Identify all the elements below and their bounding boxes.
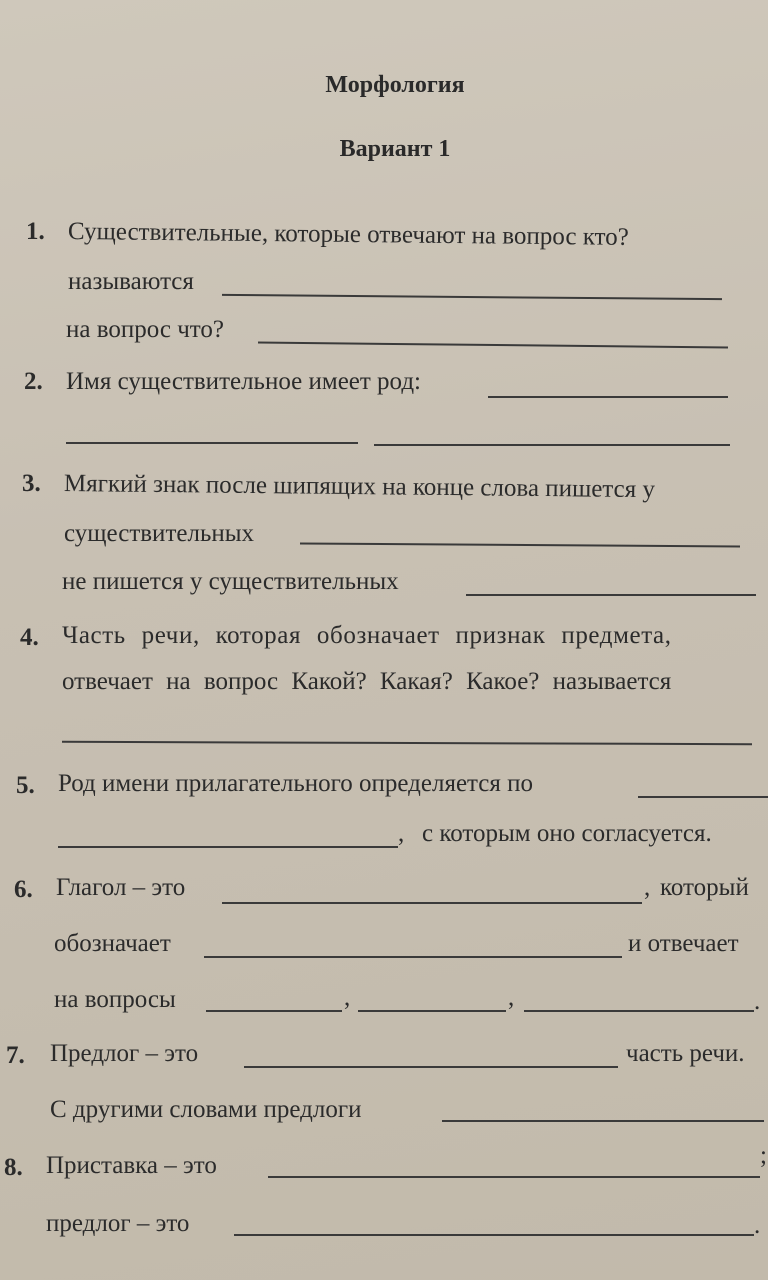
question-6-blank-2[interactable] <box>204 956 622 958</box>
question-4-line-2: отвечает на вопрос Какой? Какая? Какое? называется <box>62 668 672 695</box>
question-3-blank-2[interactable] <box>466 594 756 596</box>
question-6-line-2a: обозначает <box>54 930 171 957</box>
semicolon: ; <box>760 1142 767 1169</box>
question-1-blank-1[interactable] <box>222 294 722 300</box>
question-8-blank-2[interactable] <box>234 1234 754 1236</box>
worksheet-title: Морфология <box>325 72 465 98</box>
question-3-line-1: Мягкий знак после шипящих на конце слова пишется у <box>63 470 656 504</box>
question-7-line-1a: Предлог – это <box>50 1040 199 1067</box>
question-6-blank-5[interactable] <box>524 1010 754 1012</box>
question-5-line-2: с которым оно согласуется. <box>422 820 712 847</box>
question-8-number: 8. <box>4 1154 23 1181</box>
question-8-line-2: предлог – это <box>46 1210 190 1237</box>
question-2-blank-1[interactable] <box>488 396 728 398</box>
question-4-line-1: Часть речи, которая обозначает признак предмета, <box>62 622 672 649</box>
period: . <box>754 988 761 1015</box>
question-6-line-2b: и отвечает <box>628 930 739 957</box>
question-5-blank-2[interactable] <box>58 846 398 848</box>
question-2-number: 2. <box>24 368 43 395</box>
comma: , <box>398 820 405 847</box>
question-7-number: 7. <box>6 1042 25 1069</box>
question-7-blank-1[interactable] <box>244 1066 618 1068</box>
question-2-line-1: Имя существительное имеет род: <box>66 368 422 395</box>
question-5-number: 5. <box>16 772 35 799</box>
question-6-blank-1[interactable] <box>222 902 642 904</box>
question-6-number: 6. <box>14 876 33 903</box>
question-8-line-1: Приставка – это <box>46 1152 217 1179</box>
question-5-blank-1[interactable] <box>638 796 768 798</box>
question-6-blank-4[interactable] <box>358 1010 506 1012</box>
question-2-blank-3[interactable] <box>374 444 730 446</box>
question-1-number: 1. <box>26 218 45 245</box>
question-3-blank-1[interactable] <box>300 542 740 547</box>
question-8-blank-1[interactable] <box>268 1176 760 1178</box>
question-3-line-2: существительных <box>64 520 255 547</box>
question-6-line-1b: который <box>660 874 749 901</box>
question-7-line-2: С другими словами предлоги <box>50 1096 362 1123</box>
question-6-line-3: на вопросы <box>54 986 176 1013</box>
comma: , <box>508 984 515 1011</box>
question-2-blank-2[interactable] <box>66 442 358 444</box>
question-1-blank-2[interactable] <box>258 342 728 349</box>
question-5-line-1: Род имени прилагательного определяется по <box>58 770 534 797</box>
question-7-line-1b: часть речи. <box>626 1040 745 1067</box>
question-3-number: 3. <box>22 470 41 497</box>
question-7-blank-2[interactable] <box>442 1120 764 1122</box>
question-4-number: 4. <box>20 624 39 651</box>
question-6-blank-3[interactable] <box>206 1010 342 1012</box>
question-1-line-3: на вопрос что? <box>66 316 224 343</box>
question-1-line-2: называются <box>68 268 194 295</box>
comma: , <box>644 874 651 901</box>
period: . <box>754 1212 761 1239</box>
question-6-line-1a: Глагол – это <box>56 874 186 901</box>
question-4-blank-1[interactable] <box>62 741 752 745</box>
worksheet-variant: Вариант 1 <box>339 136 451 162</box>
comma: , <box>344 984 351 1011</box>
question-1-line-1: Существительные, которые отвечают на вопрос кто? <box>67 218 629 251</box>
question-3-line-3: не пишется у существительных <box>62 568 399 595</box>
